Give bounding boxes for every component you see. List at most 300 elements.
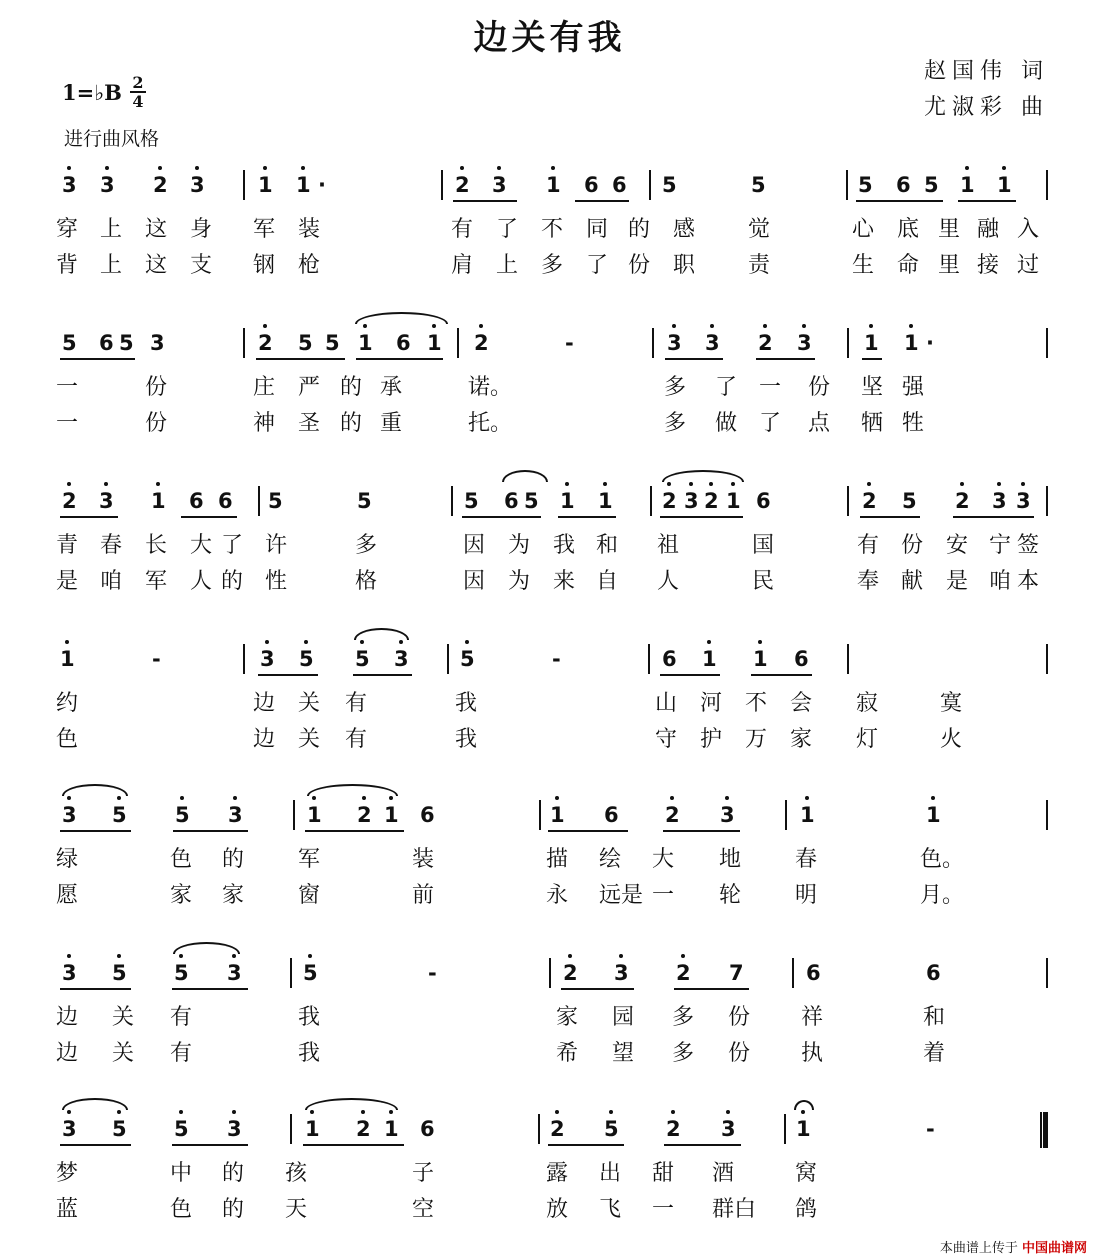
barline	[290, 958, 292, 988]
note: 5	[175, 803, 190, 827]
lyric-line2: 咱	[100, 569, 123, 594]
lyric-line2: 了	[586, 253, 609, 278]
note: 1	[926, 803, 941, 827]
note: 6	[756, 489, 771, 513]
lyric-line1: 的	[222, 1161, 245, 1186]
lyric-line2: 牲	[902, 411, 925, 436]
beam-line	[558, 516, 616, 518]
note: 6	[604, 803, 619, 827]
lyric-line2: 放	[546, 1197, 569, 1222]
lyric-line2: 希	[556, 1041, 579, 1066]
lyric-line2: 我	[455, 727, 478, 752]
octave-dot	[758, 640, 762, 644]
note: 3	[227, 1117, 242, 1141]
lyric-line2: 窗	[298, 883, 321, 908]
lyric-line2: 上	[496, 253, 519, 278]
barline	[243, 644, 245, 674]
note: 6	[896, 173, 911, 197]
lyric-line2: 做	[715, 411, 738, 436]
lyric-line1: 严	[298, 375, 321, 400]
footer-text: 本曲谱上传于	[939, 1241, 1018, 1256]
barline	[549, 958, 551, 988]
lyric-line2: 份	[145, 411, 168, 436]
barline	[847, 644, 849, 674]
lyric-line1: 长	[145, 533, 168, 558]
octave-dot	[619, 954, 623, 958]
octave-dot	[460, 166, 464, 170]
note: 3	[227, 961, 242, 985]
lyric-line2: 护	[700, 727, 723, 752]
note: 2	[455, 173, 470, 197]
lyric-line1: 了	[221, 533, 244, 558]
lyric-line1: 身	[190, 217, 213, 242]
final-double-barline	[1040, 1112, 1048, 1148]
octave-dot	[479, 324, 483, 328]
octave-dot	[689, 482, 693, 486]
barline	[652, 328, 654, 358]
beam-line	[663, 830, 740, 832]
lyric-line1: 诺。	[468, 375, 513, 400]
octave-dot	[555, 1110, 559, 1114]
lyric-line2: 格	[355, 569, 378, 594]
octave-dot	[801, 1110, 805, 1114]
barline	[1046, 800, 1048, 830]
note: 5	[174, 1117, 189, 1141]
style-marking: 进行曲风格	[64, 128, 160, 150]
lyric-line1: 祖	[657, 533, 680, 558]
lyric-line2: 生	[852, 253, 875, 278]
barline	[447, 644, 449, 674]
note: 6	[420, 1117, 435, 1141]
note: 5	[268, 489, 283, 513]
note: 3	[667, 331, 682, 355]
lyric-line2: 万	[745, 727, 768, 752]
beam-line	[353, 674, 412, 676]
note: 5	[298, 331, 313, 355]
lyric-line1: 同	[586, 217, 609, 242]
lyric-line1: 因	[463, 533, 486, 558]
lyric-line1: 关	[112, 1005, 135, 1030]
note: 1	[550, 803, 565, 827]
lyric-line2: 一	[56, 411, 79, 436]
note: 1	[997, 173, 1012, 197]
note: 2	[665, 803, 680, 827]
lyric-line1: 梦	[56, 1161, 79, 1186]
note: 1	[726, 489, 741, 513]
slur	[502, 470, 548, 482]
lyric-line2: 群白	[712, 1197, 757, 1222]
octave-dot	[65, 640, 69, 644]
note: 3	[720, 803, 735, 827]
note: 3	[992, 489, 1007, 513]
note: 6	[396, 331, 411, 355]
key-signature: 1=♭B	[62, 80, 122, 105]
lyric-line1: 大	[652, 847, 675, 872]
lyric-line2: 远是	[599, 883, 644, 908]
note: 1	[904, 331, 919, 355]
note: 3	[492, 173, 507, 197]
note: 5	[357, 489, 372, 513]
lyric-line1: 孩	[285, 1161, 308, 1186]
octave-dot	[263, 166, 267, 170]
note: 1	[305, 1117, 320, 1141]
octave-dot	[105, 166, 109, 170]
lyric-line2: 守	[655, 727, 678, 752]
lyric-line2: 轮	[719, 883, 742, 908]
lyric-line2: 我	[298, 1041, 321, 1066]
beam-line	[303, 1144, 404, 1146]
fermata	[794, 1100, 814, 1110]
lyric-line1: 觉	[748, 217, 771, 242]
barline	[451, 486, 453, 516]
lyric-line1: 描	[546, 847, 569, 872]
lyric-line1: 边	[56, 1005, 79, 1030]
octave-dot	[555, 796, 559, 800]
note: 5	[112, 803, 127, 827]
note: 1	[427, 331, 442, 355]
lyric-line1: 关	[298, 691, 321, 716]
lyric-line1: 穿	[56, 217, 79, 242]
octave-dot	[432, 324, 436, 328]
lyric-line1: 子	[412, 1161, 435, 1186]
note: 2	[550, 1117, 565, 1141]
octave-dot	[361, 1110, 365, 1114]
lyric-line1: 绿	[56, 847, 79, 872]
beam-line	[664, 1144, 741, 1146]
lyric-line2: 明	[795, 883, 818, 908]
lyric-line1: 我	[298, 1005, 321, 1030]
lyric-line1: 上	[100, 217, 123, 242]
octave-dot	[909, 324, 913, 328]
lyric-line1: 承	[380, 375, 403, 400]
lyric-line2: 了	[759, 411, 782, 436]
lyric-line1: 有	[857, 533, 880, 558]
note: 3	[62, 803, 77, 827]
octave-dot	[670, 796, 674, 800]
barline	[847, 328, 849, 358]
footer	[940, 1237, 1087, 1256]
lyric-line1: 的	[222, 847, 245, 872]
octave-dot	[960, 482, 964, 486]
note: 3	[99, 489, 114, 513]
beam-line	[958, 200, 1016, 202]
lyric-line2: 永	[546, 883, 569, 908]
octave-dot	[497, 166, 501, 170]
octave-dot	[179, 954, 183, 958]
lyric-line2: 托。	[468, 411, 513, 436]
barline	[538, 1114, 540, 1144]
octave-dot	[312, 796, 316, 800]
barline	[1046, 486, 1048, 516]
octave-dot	[158, 166, 162, 170]
lyric-line2: 军	[145, 569, 168, 594]
lyric-line2: 牺	[861, 411, 884, 436]
note: 3	[1016, 489, 1031, 513]
lyric-line1: 份	[901, 533, 924, 558]
beam-line	[305, 830, 404, 832]
note: 1	[598, 489, 613, 513]
beam-line	[751, 674, 812, 676]
lyric-line2: 空	[412, 1197, 435, 1222]
octave-dot	[363, 324, 367, 328]
barline	[792, 958, 794, 988]
octave-dot	[232, 1110, 236, 1114]
lyric-line1: 军	[253, 217, 276, 242]
lyric-line2: 点	[808, 411, 831, 436]
lyric-line1: 一	[56, 375, 79, 400]
lyric-line2: 的	[340, 411, 363, 436]
slur	[173, 942, 240, 954]
note: 3	[260, 647, 275, 671]
barline	[648, 644, 650, 674]
note: 1	[384, 803, 399, 827]
barline	[441, 170, 443, 200]
lyric-line2: 背	[56, 253, 79, 278]
note: 5	[604, 1117, 619, 1141]
octave-dot	[362, 796, 366, 800]
beam-line	[953, 516, 1034, 518]
lyric-line1: 春	[795, 847, 818, 872]
barline	[784, 1114, 786, 1144]
lyric-line2: 多	[541, 253, 564, 278]
lyric-line2: 肩	[451, 253, 474, 278]
beam-line	[660, 674, 720, 676]
lyric-line2: 色	[170, 1197, 193, 1222]
lyric-line1: 的	[628, 217, 651, 242]
lyric-line2: 家	[170, 883, 193, 908]
lyric-line2: 咱	[989, 569, 1012, 594]
lyric-line2: 望	[612, 1041, 635, 1066]
octave-dot	[465, 640, 469, 644]
lyric-line1: 庄	[253, 375, 276, 400]
note: 2	[62, 489, 77, 513]
lyric-line1: 露	[546, 1161, 569, 1186]
note: 5	[902, 489, 917, 513]
lyric-line2: 愿	[56, 883, 79, 908]
octave-dot	[707, 640, 711, 644]
octave-dot	[304, 640, 308, 644]
beam-line	[453, 200, 517, 202]
lyric-line1: 春	[100, 533, 123, 558]
lyric-line2: 边	[56, 1041, 79, 1066]
note: 5	[464, 489, 479, 513]
barline	[293, 800, 295, 830]
octave-dot	[609, 1110, 613, 1114]
octave-dot	[301, 166, 305, 170]
beam-line	[172, 1144, 248, 1146]
lyric-line2: 命	[897, 253, 920, 278]
note: ·	[926, 331, 934, 355]
lyric-line2: 本	[1017, 569, 1040, 594]
octave-dot	[67, 482, 71, 486]
time-signature	[128, 74, 148, 110]
note: 2	[955, 489, 970, 513]
lyric-line1: 多	[355, 533, 378, 558]
barline	[457, 328, 459, 358]
lyric-line1: 份	[728, 1005, 751, 1030]
note: 2	[474, 331, 489, 355]
lyric-line1: 有	[170, 1005, 193, 1030]
octave-dot	[360, 640, 364, 644]
lyric-line2: 火	[940, 727, 963, 752]
note: 1	[800, 803, 815, 827]
lyric-line2: 奉	[857, 569, 880, 594]
lyric-line2: 重	[380, 411, 403, 436]
lyric-line2: 前	[412, 883, 435, 908]
note: 6	[794, 647, 809, 671]
lyric-line1: 宁	[989, 533, 1012, 558]
lyric-line1: 的	[340, 375, 363, 400]
song-title: 边关有我	[473, 18, 626, 58]
lyric-line2: 家	[790, 727, 813, 752]
lyric-line2: 性	[265, 569, 288, 594]
lyric-line2: 的	[222, 1197, 245, 1222]
note: 2	[357, 803, 372, 827]
octave-dot	[671, 1110, 675, 1114]
beam-line	[258, 674, 318, 676]
note: 2	[676, 961, 691, 985]
note: -	[552, 647, 561, 671]
lyric-line2: 神	[253, 411, 276, 436]
note: 5	[751, 173, 766, 197]
lyric-line1: 份	[145, 375, 168, 400]
note: 1	[560, 489, 575, 513]
note: 6	[806, 961, 821, 985]
lyric-line1: 约	[56, 691, 79, 716]
lyric-line1: 国	[752, 533, 775, 558]
octave-dot	[117, 796, 121, 800]
octave-dot	[117, 954, 121, 958]
beam-line	[60, 358, 135, 360]
beam-line	[548, 830, 628, 832]
note: -	[565, 331, 574, 355]
note: 1	[702, 647, 717, 671]
lyric-line2: 飞	[599, 1197, 622, 1222]
beam-line	[181, 516, 237, 518]
lyric-line1: 签	[1017, 533, 1040, 558]
lyric-line2: 为	[508, 569, 531, 594]
octave-dot	[667, 482, 671, 486]
note: 3	[150, 331, 165, 355]
lyric-line1: 有	[345, 691, 368, 716]
slur	[307, 784, 398, 796]
octave-dot	[399, 640, 403, 644]
lyric-line1: 一	[759, 375, 782, 400]
lyric-line1: 多	[664, 375, 687, 400]
lyric-line2: 是	[946, 569, 969, 594]
octave-dot	[310, 1110, 314, 1114]
lyric-line2: 枪	[298, 253, 321, 278]
lyric-line1: 份	[808, 375, 831, 400]
octave-dot	[195, 166, 199, 170]
lyric-line2: 份	[728, 1041, 751, 1066]
lyric-line2: 有	[345, 727, 368, 752]
octave-dot	[179, 1110, 183, 1114]
lyric-line2: 关	[298, 727, 321, 752]
lyric-line1: 山	[655, 691, 678, 716]
lyric-line1: 感	[673, 217, 696, 242]
lyric-line1: 底	[897, 217, 920, 242]
note: 7	[729, 961, 744, 985]
octave-dot	[710, 324, 714, 328]
lyric-line1: 窝	[795, 1161, 818, 1186]
octave-dot	[725, 796, 729, 800]
octave-dot	[232, 954, 236, 958]
lyric-line1: 里	[938, 217, 961, 242]
note: 5	[303, 961, 318, 985]
slur	[355, 312, 448, 324]
beam-line	[60, 1144, 131, 1146]
lyric-line1: 地	[719, 847, 742, 872]
barline	[1046, 170, 1048, 200]
note: 2	[862, 489, 877, 513]
octave-dot	[763, 324, 767, 328]
lyricist-credit: 赵国伟 词	[924, 59, 1049, 84]
lyric-line2: 多	[672, 1041, 695, 1066]
lyric-line2: 民	[752, 569, 775, 594]
lyric-line2: 关	[112, 1041, 135, 1066]
lyric-line1: 色	[170, 847, 193, 872]
note: 5	[858, 173, 873, 197]
octave-dot	[117, 1110, 121, 1114]
beam-line	[60, 830, 131, 832]
note: 3	[797, 331, 812, 355]
octave-dot	[67, 166, 71, 170]
beam-line	[674, 988, 749, 990]
octave-dot	[965, 166, 969, 170]
note: 3	[228, 803, 243, 827]
note: 5	[524, 489, 539, 513]
note: 2	[662, 489, 677, 513]
lyric-line1: 许	[265, 533, 288, 558]
lyric-line1: 边	[253, 691, 276, 716]
note: 2	[758, 331, 773, 355]
octave-dot	[1021, 482, 1025, 486]
lyric-line2: 执	[801, 1041, 824, 1066]
barline	[649, 170, 651, 200]
barline	[1046, 958, 1048, 988]
lyric-line1: 中	[170, 1161, 193, 1186]
lyric-line2: 一	[652, 1197, 675, 1222]
octave-dot	[869, 324, 873, 328]
octave-dot	[731, 482, 735, 486]
lyric-line2: 鸽	[795, 1197, 818, 1222]
note: 6	[926, 961, 941, 985]
lyric-line2: 月。	[920, 883, 965, 908]
lyric-line1: 我	[455, 691, 478, 716]
slur	[662, 470, 744, 482]
note: 5	[112, 1117, 127, 1141]
lyric-line2: 灯	[856, 727, 879, 752]
lyric-line1: 坚	[861, 375, 884, 400]
note: -	[926, 1117, 935, 1141]
barline	[243, 328, 245, 358]
octave-dot	[67, 1110, 71, 1114]
lyric-line2: 人	[190, 569, 213, 594]
slur	[62, 784, 128, 796]
barline	[243, 170, 245, 200]
lyric-line2: 这	[145, 253, 168, 278]
lyric-line1: 心	[852, 217, 875, 242]
barline	[650, 486, 652, 516]
note: 5	[662, 173, 677, 197]
lyric-line2: 多	[664, 411, 687, 436]
lyric-line2: 献	[901, 569, 924, 594]
note: 6	[99, 331, 114, 355]
octave-dot	[997, 482, 1001, 486]
note: 6	[584, 173, 599, 197]
lyric-line1: 有	[451, 217, 474, 242]
